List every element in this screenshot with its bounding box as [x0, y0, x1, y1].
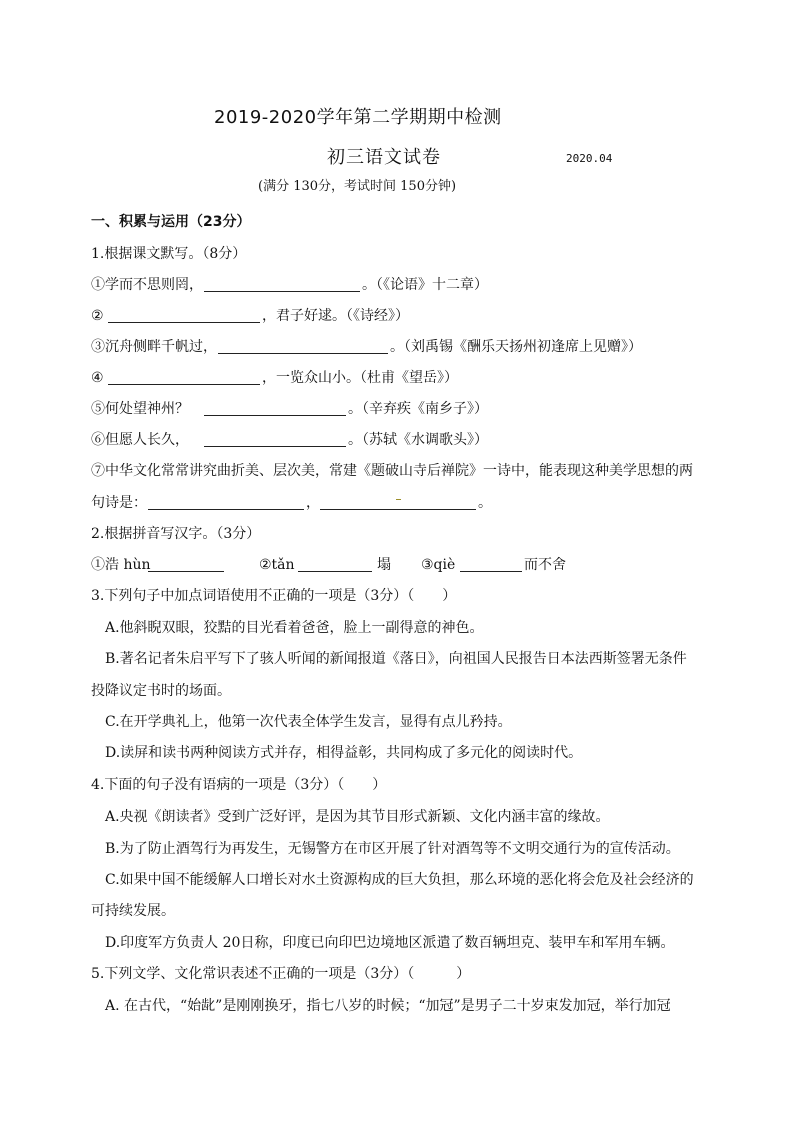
exam-subtitle: 初三语文试卷 — [327, 147, 441, 168]
answer-blank[interactable] — [298, 571, 372, 572]
answer-blank[interactable] — [148, 509, 304, 510]
question-5-stem: 5.下列文学、文化常识表述不正确的一项是（3分）（ ） — [91, 966, 471, 982]
q3-option-b-line1: B.著名记者朱启平写下了骇人听闻的新闻报道《落日》，向祖国人民报告日本法西斯签署无条件 — [105, 651, 687, 667]
q1-item2-prefix: ② — [91, 308, 104, 324]
answer-blank[interactable] — [204, 291, 360, 292]
q4-option-c-line2: 可持续发展。 — [91, 903, 175, 919]
q1-item4-prefix: ④ — [91, 370, 104, 386]
exam-title: 2019-2020学年第二学期期中检测 — [214, 107, 502, 128]
question-4-stem: 4.下面的句子没有语病的一项是（3分）（ ） — [91, 777, 387, 793]
q1-item3-suffix: 。（刘禹锡《酬乐天扬州初逢席上见赠》） — [390, 339, 642, 355]
q1-item7-end: 。 — [478, 495, 492, 511]
answer-blank[interactable] — [148, 571, 224, 572]
q1-item1-prefix: ①学而不思则罔， — [91, 277, 203, 293]
answer-blank[interactable] — [108, 322, 260, 323]
q3-option-c: C.在开学典礼上，他第一次代表全体学生发言，显得有点儿矜持。 — [105, 714, 512, 730]
q1-item3-prefix: ③沉舟侧畔千帆过， — [91, 339, 217, 355]
pinyin-2: ②tǎn — [259, 557, 295, 573]
q1-item7-line1: ⑦中华文化常常讲究曲折美、层次美，常建《题破山寺后禅院》一诗中，能表现这种美学思想的两 — [91, 463, 693, 479]
answer-blank[interactable] — [320, 509, 476, 510]
question-1-stem: 1.根据课文默写。（8分） — [91, 246, 247, 262]
question-3-stem: 3.下列句子中加点词语使用不正确的一项是（3分）（ ） — [91, 588, 457, 604]
q4-option-a: A.央视《朗读者》受到广泛好评，是因为其节目形式新颖、文化内涵丰富的缘故。 — [105, 809, 610, 825]
q1-item5-prefix: ⑤何处望神州？ — [91, 401, 189, 417]
pinyin-3: ③qiè — [421, 557, 456, 573]
pinyin-2-suffix: 塌 — [377, 557, 391, 573]
q1-item5-suffix: 。（辛弃疾《南乡子》） — [348, 401, 488, 417]
pinyin-1: ①浩 hùn — [91, 557, 151, 573]
answer-blank[interactable] — [204, 415, 346, 416]
q1-item4-suffix: ，一览众山小。（杜甫《望岳》） — [262, 370, 458, 386]
q1-item6-prefix: ⑥但愿人长久， — [91, 432, 189, 448]
q3-option-d: D.读屏和读书两种阅读方式并存，相得益彰，共同构成了多元化的阅读时代。 — [105, 745, 583, 761]
score-info: (满分 130分，考试时间 150分钟) — [258, 179, 457, 194]
answer-blank[interactable] — [218, 353, 388, 354]
q1-item6-suffix: 。（苏轼《水调歌头》） — [348, 432, 488, 448]
q3-option-a: A.他斜睨双眼，狡黠的目光看着爸爸，脸上一副得意的神色。 — [105, 620, 484, 636]
answer-blank[interactable] — [204, 446, 346, 447]
q5-option-a: A. 在古代，“始龀”是刚刚换牙，指七八岁的时候；“加冠”是男子二十岁束发加冠，举行加冠 — [105, 998, 671, 1014]
q1-item7-comma: ， — [306, 495, 320, 511]
section-heading: 一、积累与运用（23分） — [91, 214, 251, 230]
question-2-stem: 2.根据拼音写汉字。（3分） — [91, 526, 261, 542]
q3-option-b-line2: 投降议定书时的场面。 — [91, 683, 231, 699]
pinyin-3-suffix: 而不舍 — [524, 557, 566, 573]
q4-option-c-line1: C.如果中国不能缓解人口增长对水土资源构成的巨大负担，那么环境的恶化将会危及社会经济的 — [105, 872, 694, 888]
q1-item7-prefix: 句诗是： — [91, 495, 147, 511]
q4-option-b: B.为了防止酒驾行为再发生，无锡警方在市区开展了针对酒驾等不文明交通行为的宣传活动。 — [105, 841, 680, 857]
ink-mark — [396, 499, 401, 500]
q1-item1-suffix: 。（《论语》十二章） — [362, 277, 488, 293]
q1-item2-suffix: ，君子好逑。（《诗经》） — [262, 308, 409, 324]
answer-blank[interactable] — [108, 384, 260, 385]
q4-option-d: D.印度军方负责人 20日称，印度已向印巴边境地区派遣了数百辆坦克、装甲车和军用车辆。 — [105, 935, 675, 951]
answer-blank[interactable] — [460, 571, 522, 572]
exam-date: 2020.04 — [566, 152, 613, 165]
